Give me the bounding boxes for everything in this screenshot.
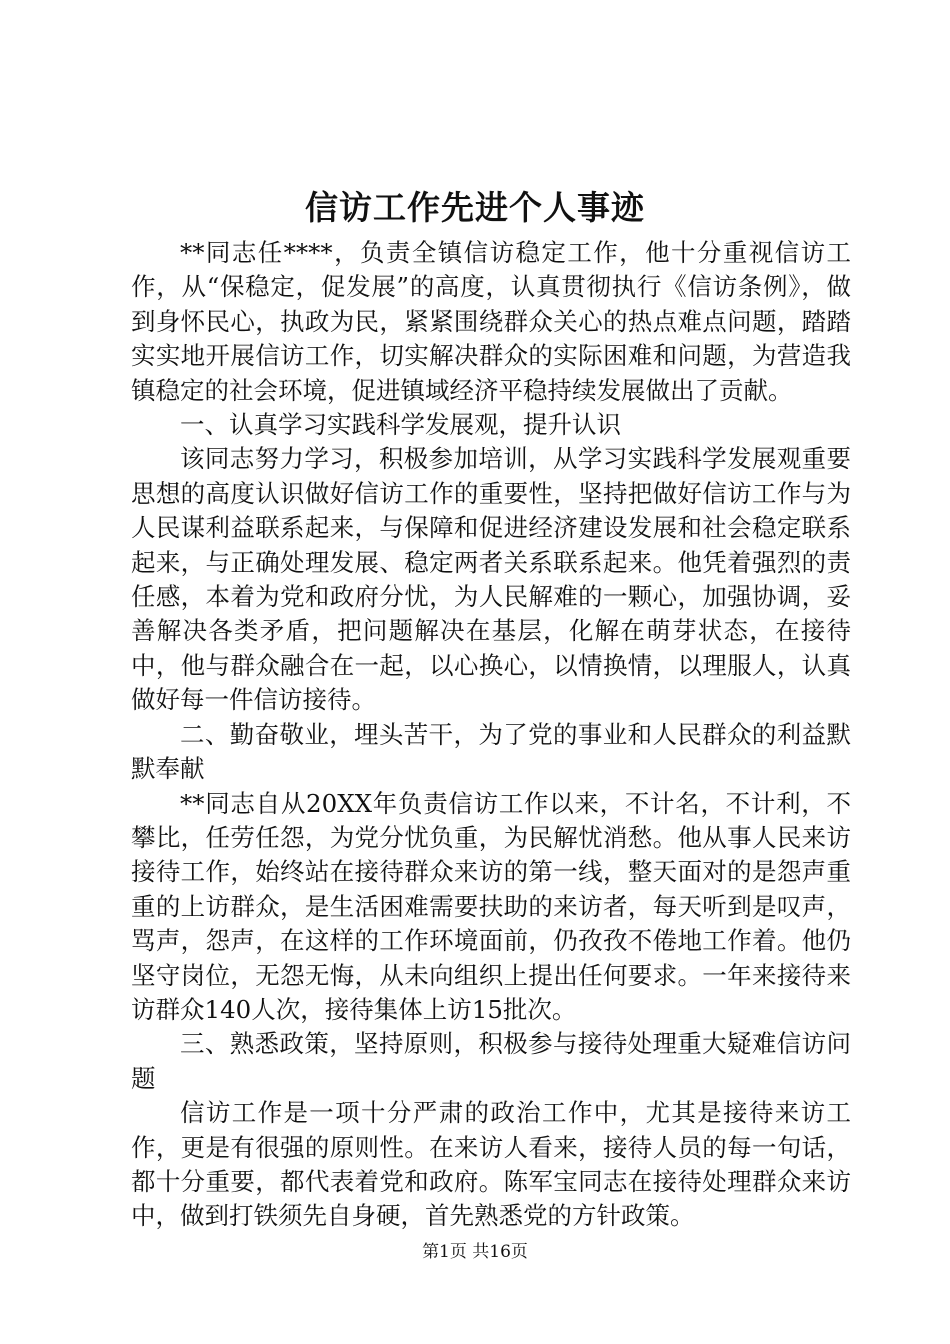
section-heading-3: 三、熟悉政策，坚持原则，积极参与接待处理重大疑难信访问题 [131, 1029, 851, 1093]
page-footer: 第1页 共16页 [422, 1242, 528, 1262]
section-heading-2: 二、勤奋敬业，埋头苦干，为了党的事业和人民群众的利益默默奉献 [131, 719, 851, 784]
document-title: 信访工作先进个人事迹 [305, 188, 645, 227]
section-heading-1: 一、认真学习实践科学发展观，提升认识 [180, 410, 621, 440]
paragraph-section-1: 该同志努力学习，积极参加培训，从学习实践科学发展观重要思想的高度认识做好信访工作的重要性，坚持把做好信访工作与为人民谋利益联系起来，与保障和促进经济建设发展和社会稳定联系起来，与正确处理发展、稳定两者关系联系起来。他凭着强烈的责任感，本着为党和政府分忧，为人民解难的一颗心，加强协调，妥善解决各类矛盾，把问题解决在基层，化解在萌芽状态，在接待中，他与群众融合在一起，以心换心，以情换情，以理服人，认真做好每一件信访接待。 [131, 444, 851, 715]
paragraph-section-2: **同志自从20XX年负责信访工作以来，不计名，不计利，不攀比，任劳任怨，为党分忧负重，为民解忧消愁。他从事人民来访接待工作，始终站在接待群众来访的第一线，整天面对的是怨声重重的上访群众，是生活困难需要扶助的来访者，每天听到是叹声，骂声，怨声，在这样的工作环境面前，仍孜孜不倦地工作着。他仍坚守岗位，无怨无悔，从未向组织上提出任何要求。一年来接待来访群众140人次，接待集体上访15批次。 [131, 788, 851, 1024]
document-body [131, 236, 851, 1234]
paragraph-intro: **同志任****，负责全镇信访稳定工作，他十分重视信访工作，从“保稳定，促发展”的高度，认真贯彻执行《信访条例》，做到身怀民心，执政为民，紧紧围绕群众关心的热点难点问题，踏踏实实地开展信访工作，切实解决群众的实际困难和问题，为营造我镇稳定的社会环境，促进镇域经济平稳持续发展做出了贡献。 [131, 238, 851, 405]
paragraph-section-3: 信访工作是一项十分严肃的政治工作中，尤其是接待来访工作，更是有很强的原则性。在来访人看来，接待人员的每一句话，都十分重要，都代表着党和政府。陈军宝同志在接待处理群众来访中，做到打铁须先自身硬，首先熟悉党的方针政策。 [131, 1098, 851, 1231]
